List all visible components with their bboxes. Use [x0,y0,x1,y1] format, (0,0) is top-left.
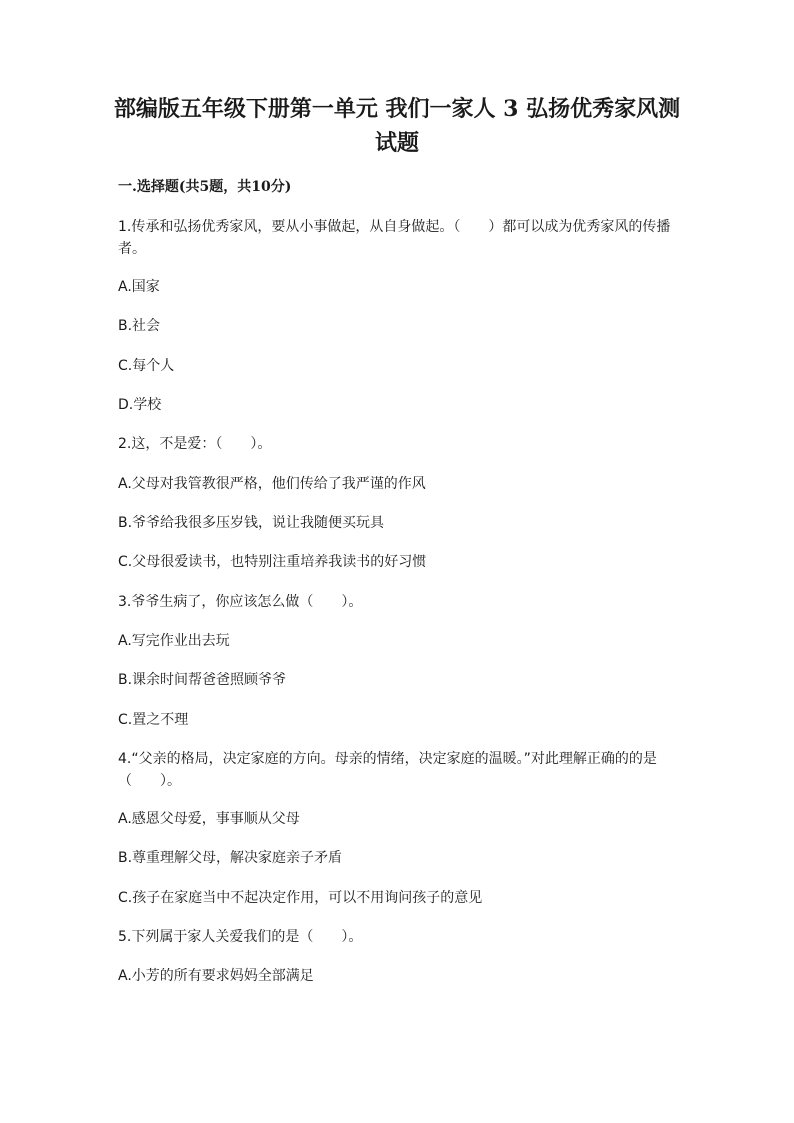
question-1-stem: 1.传承和弘扬优秀家风，要从小事做起，从自身做起。（ ）都可以成为优秀家风的传播者。 [118,219,671,257]
question-3-option-b: B.课余时间帮爸爸照顾爷爷 [118,672,287,688]
question-1-option-a: A.国家 [118,279,160,295]
question-1-option-d: D.学校 [118,397,162,413]
question-1-option-b: B.社会 [118,318,161,334]
question-3-option-c: C.置之不理 [118,712,189,728]
question-4-stem: 4.“父亲的格局，决定家庭的方向。母亲的情绪，决定家庭的温暖。”对此理解正确的的是（ ）。 [118,751,657,789]
question-4-option-b: B.尊重理解父母，解决家庭亲子矛盾 [118,850,343,866]
section-heading: 一.选择题(共5题，共10分) [118,179,292,195]
question-3-stem: 3.爷爷生病了，你应该怎么做（ ）。 [118,594,363,610]
question-2-option-c: C.父母很爱读书，也特别注重培养我读书的好习惯 [118,554,427,570]
question-4-option-a: A.感恩父母爱，事事顺从父母 [118,811,300,827]
question-1-option-c: C.每个人 [118,358,175,374]
page-title: 部编版五年级下册第一单元 我们一家人 3 弘扬优秀家风测试题 [113,96,681,156]
question-2-stem: 2.这，不是爱：（ ）。 [118,436,272,452]
question-2-option-b: B.爷爷给我很多压岁钱，说让我随便买玩具 [118,515,385,531]
question-3-option-a: A.写完作业出去玩 [118,633,230,649]
question-2-option-a: A.父母对我管教很严格，他们传给了我严谨的作风 [118,476,426,492]
question-5-stem: 5.下列属于家人关爱我们的是（ ）。 [118,929,363,945]
question-4-option-c: C.孩子在家庭当中不起决定作用，可以不用询问孩子的意见 [118,890,483,906]
question-5-option-a: A.小芳的所有要求妈妈全部满足 [118,968,314,984]
